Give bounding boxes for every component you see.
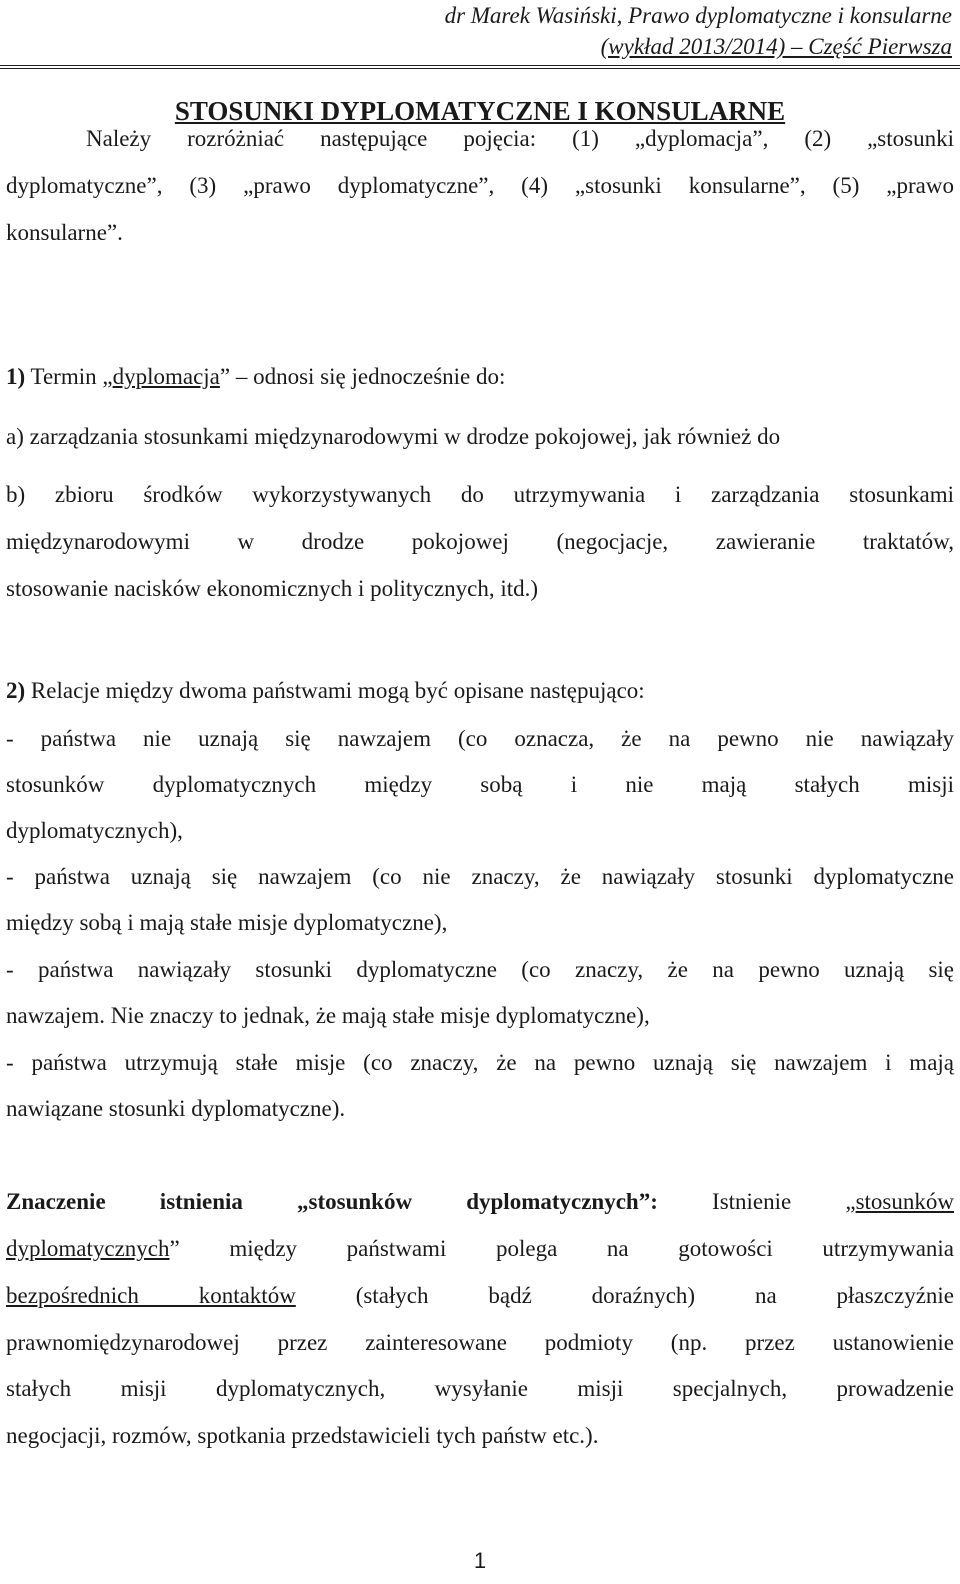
section1-item-a: a) zarządzania stosunkami międzynarodowymi w drodze pokojowej, jak również do [6,424,781,449]
page-title: STOSUNKI DYPLOMATYCZNE I KONSULARNE [174,96,786,126]
section1-item-b: międzynarodowymi w drodze pokojowej (negocjacje, zawieranie traktatów, [6,529,954,554]
term-dyplomacja: dyplomacja [112,364,220,389]
term-bezposrednich-kontaktow: bezpośrednich kontaktów [6,1283,296,1308]
section3-line: prawnomiędzynarodowej przez zainteresowane podmioty (np. przez ustanowienie [6,1330,954,1355]
section2-heading: 2) Relacje między dwoma państwami mogą być opisane następująco: [6,678,645,703]
section3-line: bezpośrednich kontaktów (stałych bądź doraźnych) na płaszczyźnie [6,1283,955,1308]
header-divider [0,68,960,69]
term-stosunkow: stosunków [855,1189,954,1214]
section2-line: - państwa utrzymują stałe misje (co znaczy, że na pewno uznają się nawzajem i mają [6,1050,954,1075]
running-header [445,0,952,62]
section3-heading: Znaczenie istnienia „stosunków dyplomatycznych”: Istnienie „stosunków [6,1189,954,1214]
header-divider [0,65,960,66]
section2-line: - państwa nawiązały stosunki dyplomatyczne (co znaczy, że na pewno uznają się [6,957,954,982]
intro-line: dyplomatyczne”, (3) „prawo dyplomatyczne”, (4) „stosunki konsularne”, (5) „prawo [6,173,954,198]
page-number: 1 [473,1548,487,1573]
section2-line: stosunków dyplomatycznych między sobą i nie mają stałych misji [6,772,954,797]
section2-line: między sobą i mają stałe misje dyplomatyczne), [6,910,448,935]
section2-line: - państwa uznają się nawzajem (co nie znaczy, że nawiązały stosunki dyplomatyczne [6,864,954,889]
section3-line: negocjacji, rozmów, spotkania przedstawicieli tych państw etc.). [6,1423,599,1448]
intro-line: Należy rozróżniać następujące pojęcia: (1) „dyplomacja”, (2) „stosunki [86,126,954,151]
section2-line: dyplomatycznych), [6,818,183,843]
section2-line: - państwa nie uznają się nawzajem (co oznacza, że na pewno nie nawiązały [6,726,954,751]
section2-line: nawiązane stosunki dyplomatyczne). [6,1096,346,1121]
section1-heading: 1) Termin „dyplomacja” – odnosi się jednocześnie do: [6,364,506,389]
intro-line: konsularne”. [6,220,123,245]
section2-line: nawzajem. Nie znaczy to jednak, że mają stałe misje dyplomatyczne), [6,1003,650,1028]
section1-item-b: stosowanie nacisków ekonomicznych i politycznych, itd.) [6,576,539,601]
term-dyplomatycznych: dyplomatycznych [6,1236,170,1261]
section3-line: dyplomatycznych” między państwami polega na gotowości utrzymywania [6,1236,954,1261]
header-lecture-info: (wykład 2013/2014) – Część Pierwsza [600,34,952,59]
header-author-title: dr Marek Wasiński, Prawo dyplomatyczne i konsularne [444,3,952,28]
section3-line: stałych misji dyplomatycznych, wysyłanie misji specjalnych, prowadzenie [6,1376,954,1401]
section1-item-b: b) zbioru środków wykorzystywanych do utrzymywania i zarządzania stosunkami [6,482,954,507]
